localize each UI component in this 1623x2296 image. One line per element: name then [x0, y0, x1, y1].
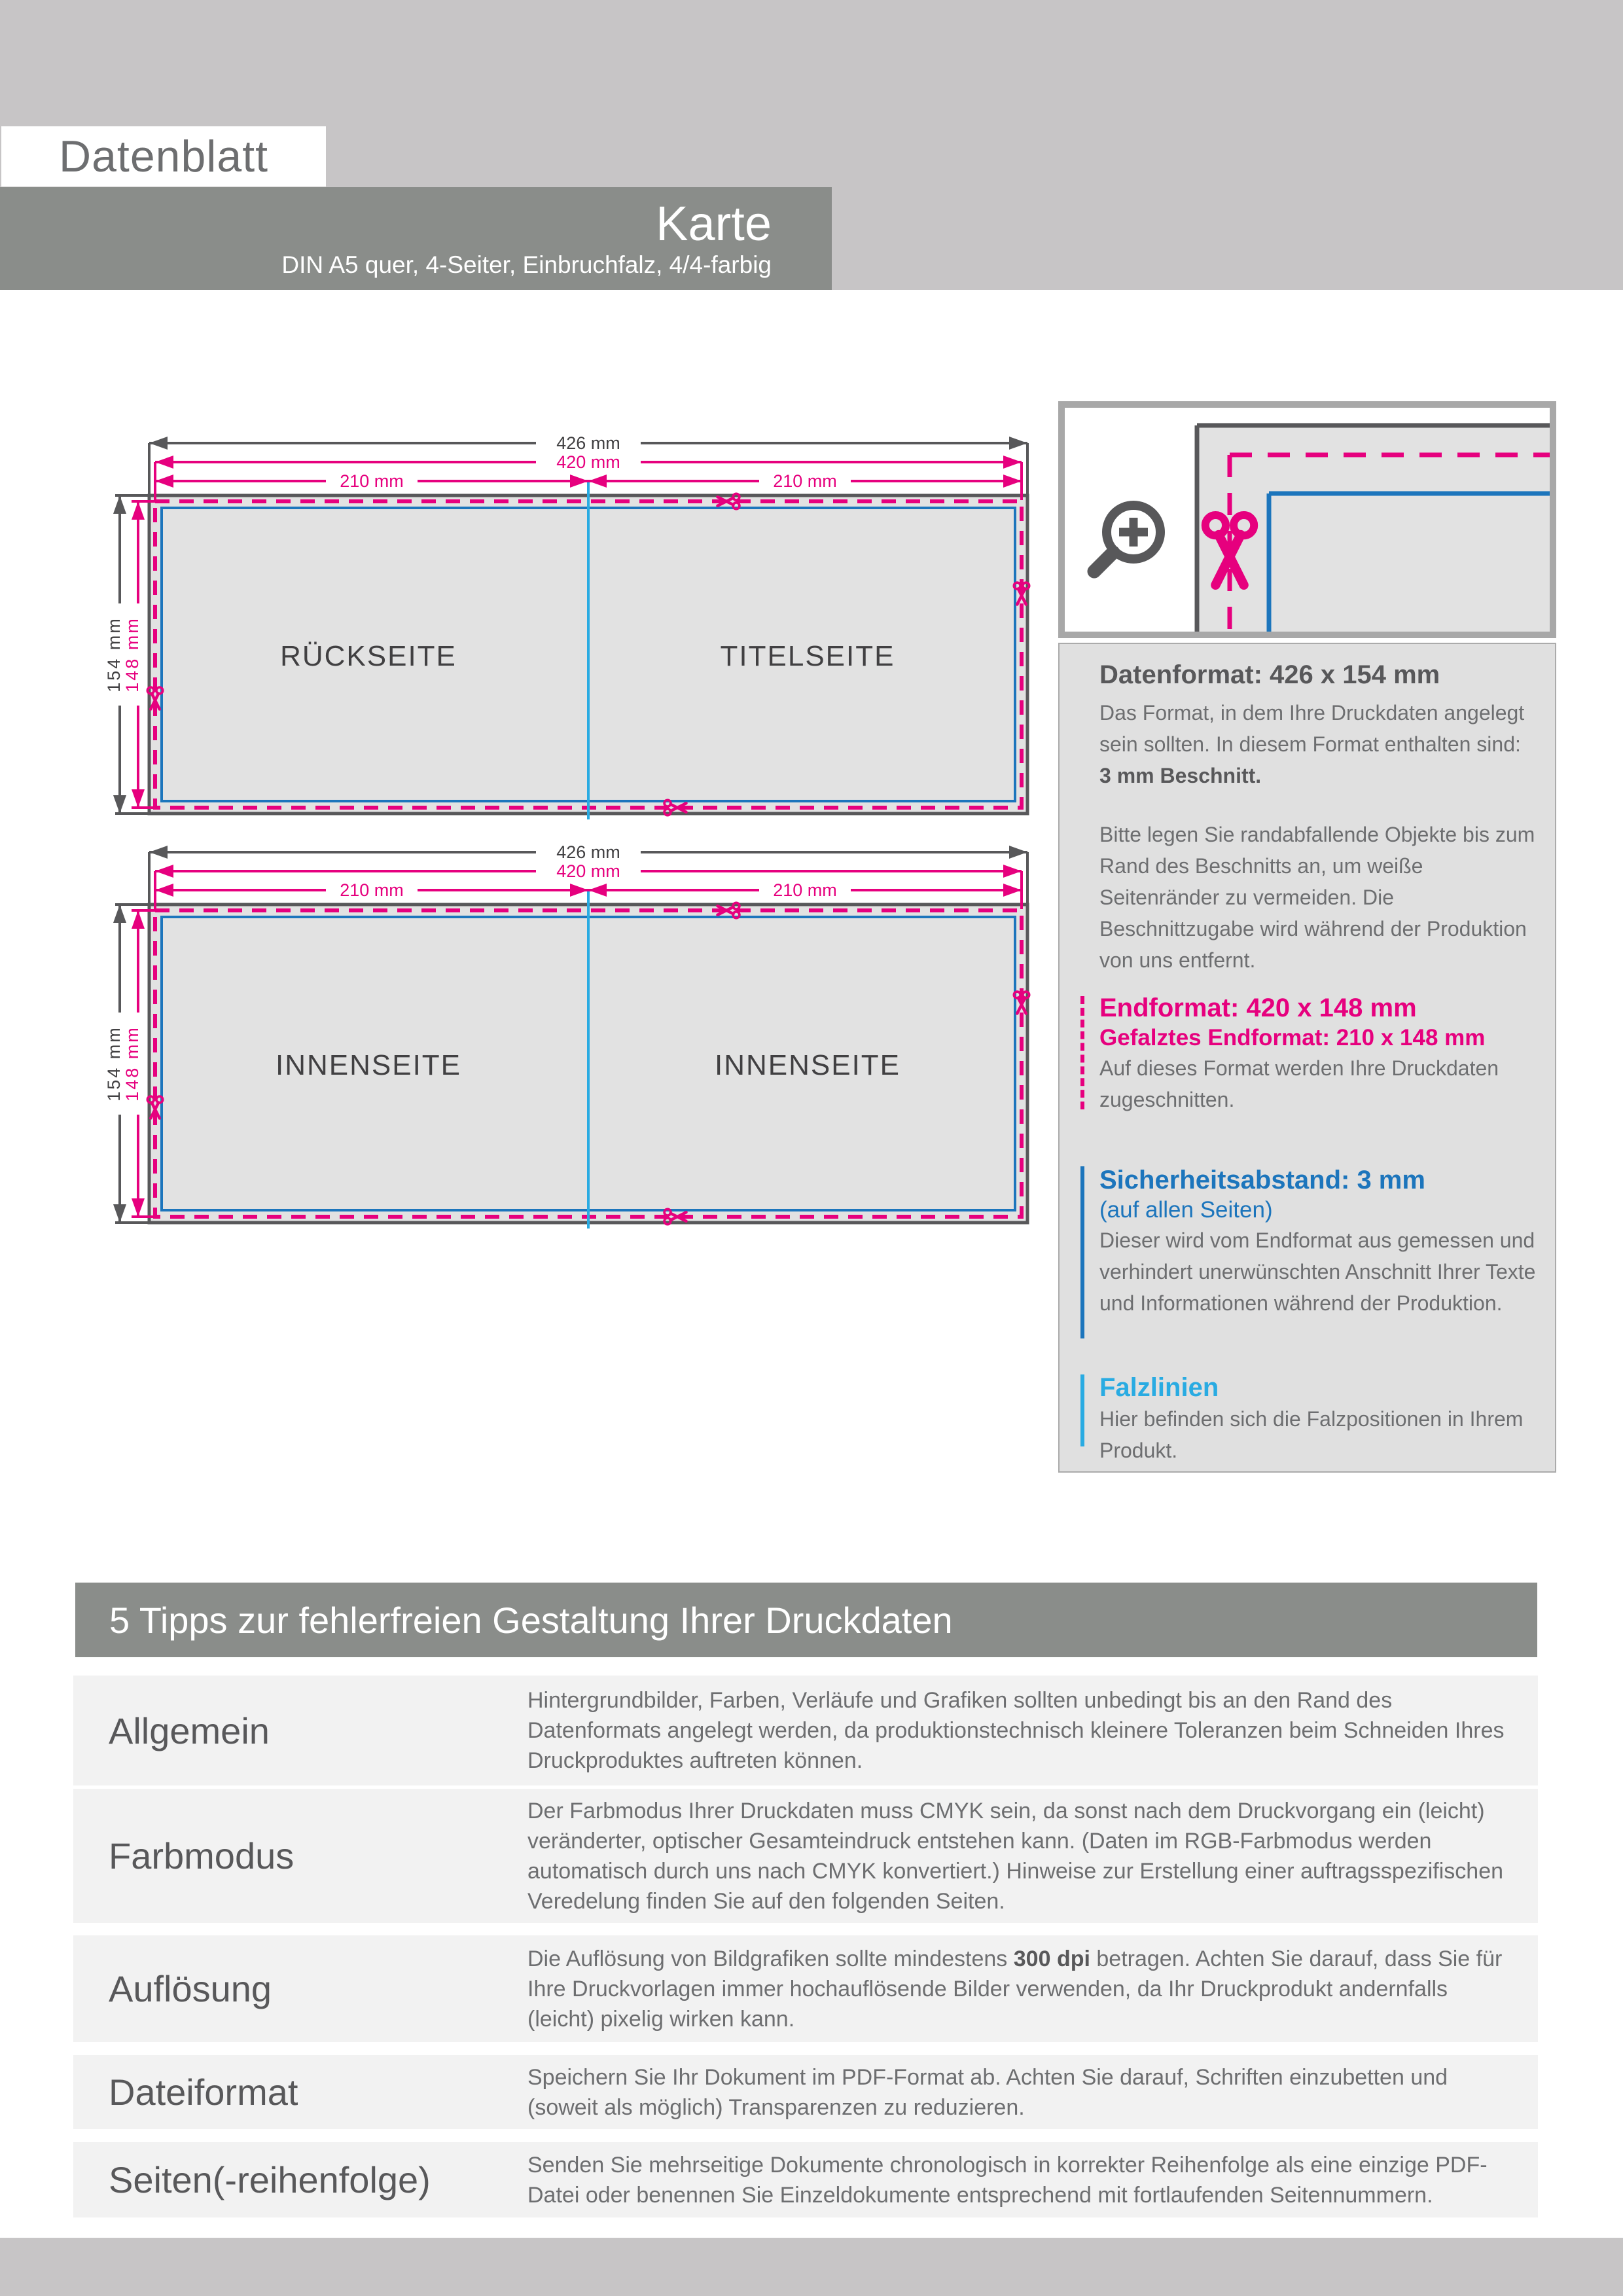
tips-heading: 5 Tipps zur fehlerfreien Gestaltung Ihrer Druckdaten [109, 1599, 953, 1641]
dim-210-right-label: 210 mm [773, 471, 837, 491]
magnifier-plus-icon [1094, 505, 1160, 571]
tip-label: Dateiformat [109, 2072, 298, 2113]
tip-body: Die Auflösung von Bildgrafiken sollte mindestens 300 dpi betragen. Achten Sie darauf, dass Sie für Ihre Druckvorlagen immer hochauflösende Bilder verwenden, da Ihr Druckprodukt andernfalls (leicht) pixelig wirken kann. [527, 1946, 1503, 2032]
tip-row-dateiformat [73, 2055, 1538, 2129]
sheet-title: Datenblatt [59, 132, 268, 181]
endformat-body: Auf dieses Format werden Ihre Druckdaten zugeschnitten. [1099, 1056, 1499, 1111]
dim-210-left-label: 210 mm [340, 880, 404, 900]
dim-148-label: 148 mm [122, 617, 142, 692]
datenformat-heading: Datenformat: 426 x 154 mm [1099, 660, 1440, 689]
dim-210-left-label: 210 mm [340, 471, 404, 491]
tip-label: Auflösung [109, 1968, 272, 2009]
dim-420-label: 420 mm [556, 452, 620, 472]
safety-rule [1080, 1166, 1084, 1338]
tip-body: Speichern Sie Ihr Dokument im PDF-Format ab. Achten Sie darauf, Schriften einzubetten und (soweit als möglich) Transparenzen zu reduzieren. [527, 2064, 1448, 2120]
sicherheitsabstand-body: Dieser wird vom Endformat aus gemessen und verhindert unerwünschten Anschnitt Ihrer Texte und Informationen während der Produktion. [1099, 1229, 1536, 1315]
endformat-subheading: Gefalztes Endformat: 210 x 148 mm [1099, 1025, 1486, 1050]
product-name: Karte [656, 196, 772, 251]
tips-header-bar [75, 1583, 1537, 1657]
tip-row-allgemein [73, 1676, 1538, 1785]
zoom-detail-panel [1058, 401, 1556, 638]
tip-label: Seiten(-reihenfolge) [109, 2159, 431, 2200]
zoom-detail-illustration [1065, 408, 1550, 632]
falzlinien-body: Hier befinden sich die Falzpositionen in Ihrem Produkt. [1099, 1407, 1524, 1462]
datenformat-paragraph2: Bitte legen Sie randabfallende Objekte bis zum Rand des Beschnitts an, um weiße Seitenränder zu vermeiden. Die Beschnittzugabe wird während der Produktion von uns entfernt. [1099, 823, 1535, 972]
tip-body: Senden Sie mehrseitige Dokumente chronologisch in korrekter Reihenfolge als eine einzige PDF-Datei oder benennen Sie Einzeldokumente entsprechend mit fortlaufenden Seitennummern. [527, 2152, 1488, 2208]
endformat-heading: Endformat: 420 x 148 mm [1099, 994, 1417, 1022]
tip-label: Allgemein [109, 1710, 270, 1751]
fold-rule [1080, 1374, 1084, 1446]
tip-row-farbmodus [73, 1789, 1538, 1923]
page-label-front: TITELSEITE [720, 640, 895, 672]
tip-label: Farbmodus [109, 1835, 294, 1876]
sheet-title-box [1, 126, 326, 187]
tip-row-seitenreihenfolge [73, 2142, 1538, 2217]
sicherheitsabstand-subheading: (auf allen Seiten) [1099, 1197, 1273, 1223]
page-label-back: RÜCKSEITE [280, 640, 457, 672]
dim-426-label: 426 mm [556, 433, 620, 453]
section-sicherheitsabstand [1099, 1164, 1537, 1319]
falzlinien-heading: Falzlinien [1099, 1373, 1219, 1402]
page-label-inner-left: INNENSEITE [275, 1049, 462, 1081]
tip-body: Der Farbmodus Ihrer Druckdaten muss CMYK sein, da sonst nach dem Druckvorgang ein (leicht) veränderter, optischer Gesamteindruck entstehen kann. (Daten im RGB-Farbmodus werden automatisch durch uns nach CMYK konvertiert.) Hinweise zur Erstellung einer auftragsspezifischen Veredelung finden Sie auf den folgenden Seiten. [527, 1798, 1504, 1914]
dim-210-right-label: 210 mm [773, 880, 837, 900]
dim-154-label: 154 mm [104, 1026, 124, 1102]
datenformat-body: Das Format, in dem Ihre Druckdaten angelegt sein sollten. In diesem Format enthalten sind: 3 mm Beschnitt. [1099, 701, 1525, 787]
product-subtitle: DIN A5 quer, 4-Seiter, Einbruchfalz, 4/4-farbig [281, 251, 772, 278]
tip-body: Hintergrundbilder, Farben, Verläufe und Grafiken sollten unbedingt bis an den Rand des Datenformats angelegt werden, da produktionstechnisch kleinere Toleranzen beim Schneiden Ihres Druckproduktes auftreten können. [527, 1688, 1505, 1773]
dim-420-label: 420 mm [556, 861, 620, 881]
endformat-rule [1080, 996, 1084, 1109]
section-falzlinien [1099, 1372, 1537, 1466]
sicherheitsabstand-heading: Sicherheitsabstand: 3 mm [1099, 1166, 1425, 1194]
tip-row-aufloesung [73, 1935, 1538, 2042]
dim-154-label: 154 mm [104, 617, 124, 692]
bottom-gray-band [0, 2238, 1623, 2296]
diagram-outer-pages [85, 386, 1041, 844]
product-header-bar [0, 187, 832, 290]
page-label-inner-right: INNENSEITE [714, 1049, 901, 1081]
dim-426-label: 426 mm [556, 842, 620, 862]
dim-148-label: 148 mm [122, 1026, 142, 1102]
section-datenformat [1099, 659, 1537, 976]
section-endformat [1099, 992, 1537, 1115]
diagram-inner-pages [85, 795, 1041, 1253]
format-info-panel [1058, 643, 1556, 1473]
